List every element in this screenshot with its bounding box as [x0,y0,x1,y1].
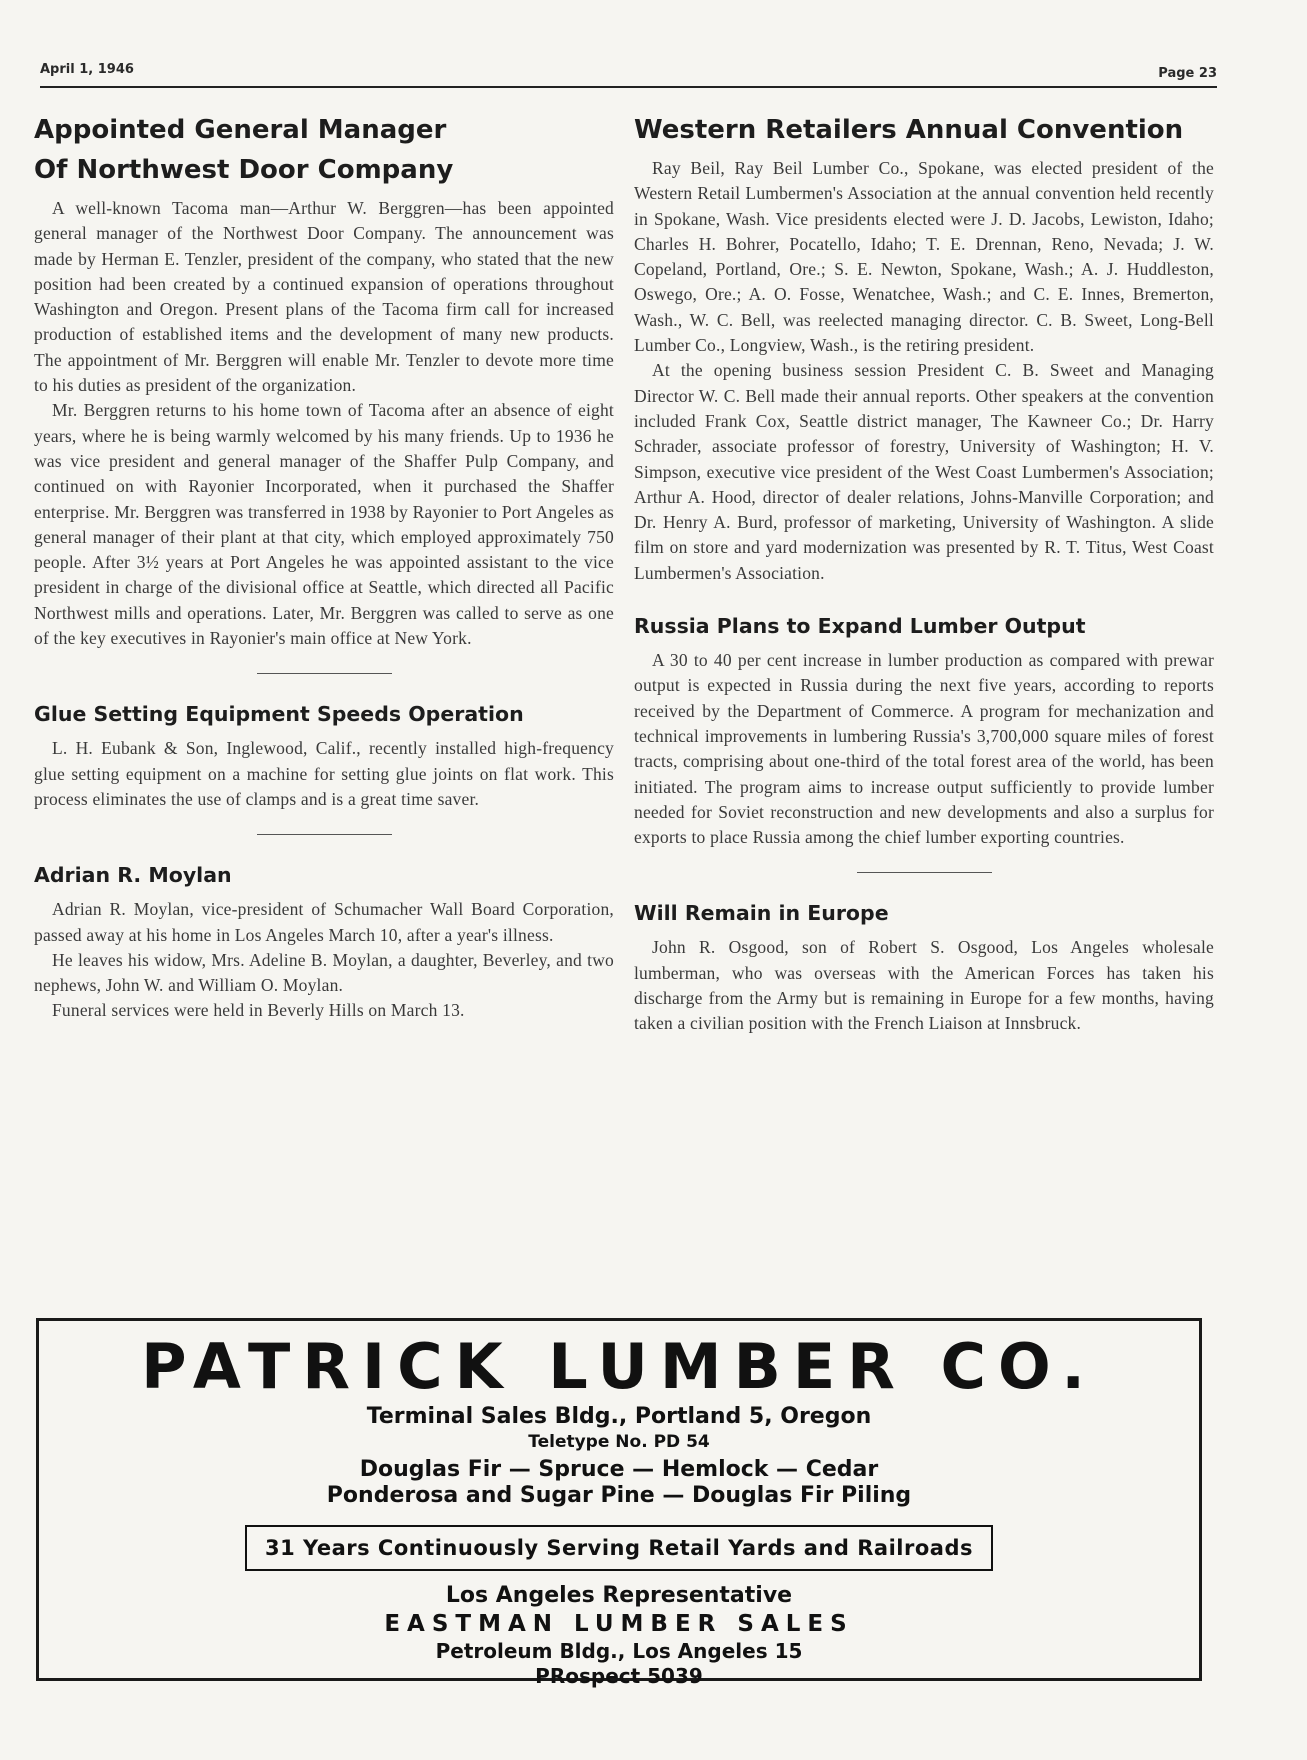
right-column [634,110,1214,1037]
article-title: Will Remain in Europe [634,901,889,926]
issue-date: April 1, 1946 [40,62,134,77]
paragraph: L. H. Eubank & Son, Inglewood, Calif., recently installed high-frequency glue setting equipment on a machine for setting glue joints on flat work. This process eliminates the use of clamps and is a great time saver. [34,738,614,809]
paragraph: A 30 to 40 per cent increase in lumber production as compared with prewar output is expected in Russia during the next five years, according to reports received by the Department of Commerce. A program for mechanization and technical improvements in lumbering Russia's 3,700,000 square miles of forest tracts, comprising about one-third of the total forest area of the world, has been initiated. The program aims to increase output sufficiently to provide lumber needed for Soviet reconstruction and new developments and also a surplus for exports to place Russia among the chief lumber exporting countries. [634,650,1214,848]
article-russia-lumber [634,612,1214,850]
paragraph: A well-known Tacoma man—Arthur W. Berggren—has been appointed general manager of the Northwest Door Company. The announcement was made by Herman E. Tenzler, president of the company, who stated that the new position had been created by a continued expansion of operations throughout Washington and Oregon. Present plans of the Tacoma firm call for increased production of established items and the development of many new products. The appointment of Mr. Berggren will enable Mr. Tenzler to devote more time to his duties as president of the organization. [34,198,614,396]
title-line-1: Appointed General Manager [34,115,447,145]
running-header [40,60,1217,88]
article-title: Western Retailers Annual Convention [634,115,1184,145]
article-moylan [34,861,614,1023]
article-title [34,110,614,190]
paragraph: He leaves his widow, Mrs. Adeline B. Moylan, a daughter, Beverley, and two nephews, John W. and William O. Moylan. [34,949,614,996]
paragraph: John R. Osgood, son of Robert S. Osgood, Los Angeles wholesale lumberman, who was overseas with the American Forces has taken his discharge from the Army but is remaining in Europe for a few months, having taken a civilian position with the French Liaison at Innsbruck. [634,937,1214,1034]
article-remain-europe [634,899,1214,1036]
paragraph: Mr. Berggren returns to his home town of Tacoma after an absence of eight years, where he is being warmly welcomed by his many friends. Up to 1936 he was vice president and general manager of the Shaffer Pulp Company, and continued on with Rayonier Incorporated, when it purchased the Shaffer enterprise. Mr. Berggren was transferred in 1938 by Rayonier to Port Angeles as general manager of their plant at that city, which employed approximately 750 people. After 3½ years at Port Angeles he was appointed assistant to the vice president in charge of the divisional office at Seattle, which directed all Pacific Northwest mills and operations. Later, Mr. Berggren was called to serve as one of the key executives in Rayonier's main office at New York. [34,400,614,649]
article-glue-setting [34,700,614,812]
ad-rep-phone: PRospect 5039 [535,1664,703,1688]
ad-company-name: PATRICK LUMBER CO. [141,1330,1097,1403]
patrick-lumber-advertisement [36,1318,1202,1688]
paragraph: Funeral services were held in Beverly Hills on March 13. [52,1000,465,1021]
ad-products-line-1: Douglas Fir — Spruce — Hemlock — Cedar [359,1457,879,1482]
section-divider [257,673,392,674]
page-number: Page 23 [1158,66,1217,81]
left-column [34,110,614,1024]
paragraph: Ray Beil, Ray Beil Lumber Co., Spokane, was elected president of the Western Retail Lumbermen's Association at the annual convention held recently in Spokane, Wash. Vice presidents elected were J. D. Jacobs, Lewiston, Idaho; Charles H. Bohrer, Pocatello, Idaho; T. E. Drennan, Reno, Nevada; J. W. Copeland, Portland, Ore.; S. E. Newton, Spokane, Wash.; A. J. Huddleston, Oswego, Ore.; A. O. Fosse, Wenatchee, Wash.; and C. E. Innes, Bremerton, Wash., W. C. Bell, was reelected managing director. C. B. Sweet, Long-Bell Lumber Co., Longview, Wash., is the retiring president. [634,158,1214,356]
article-title: Adrian R. Moylan [34,863,232,888]
article-title: Glue Setting Equipment Speeds Operation [34,702,524,727]
article-northwest-door [34,110,614,651]
article-western-retailers [634,110,1214,586]
paragraph: Adrian R. Moylan, vice-president of Schumacher Wall Board Corporation, passed away at his home in Los Angeles March 10, after a year's illness. [34,899,614,945]
ad-slogan-box: 31 Years Continuously Serving Retail Yards and Railroads [245,1525,993,1571]
paragraph: At the opening business session President C. B. Sweet and Managing Director W. C. Bell made their annual reports. Other speakers at the convention included Frank Cox, Seattle district manager, The Kawneer Co.; Dr. Harry Schrader, associate professor of forestry, University of Washington; H. V. Simpson, executive vice president of the West Coast Lumbermen's Association; Arthur A. Hood, director of dealer relations, Johns-Manville Corporation; and Dr. Henry A. Burd, professor of marketing, University of Washington. A slide film on store and yard modernization was presented by R. T. Titus, West Coast Lumbermen's Association. [634,360,1214,583]
ad-products-line-2: Ponderosa and Sugar Pine — Douglas Fir Piling [326,1483,912,1508]
ad-rep-company: EASTMAN LUMBER SALES [384,1611,854,1637]
article-title: Russia Plans to Expand Lumber Output [634,614,1086,639]
ad-rep-heading: Los Angeles Representative [445,1583,793,1608]
section-divider [257,834,392,835]
ad-address: Terminal Sales Bldg., Portland 5, Oregon [366,1404,872,1429]
ad-rep-address: Petroleum Bldg., Los Angeles 15 [435,1639,803,1663]
section-divider [857,872,992,873]
title-line-2: Of Northwest Door Company [34,155,454,185]
ad-teletype: Teletype No. PD 54 [528,1432,710,1452]
